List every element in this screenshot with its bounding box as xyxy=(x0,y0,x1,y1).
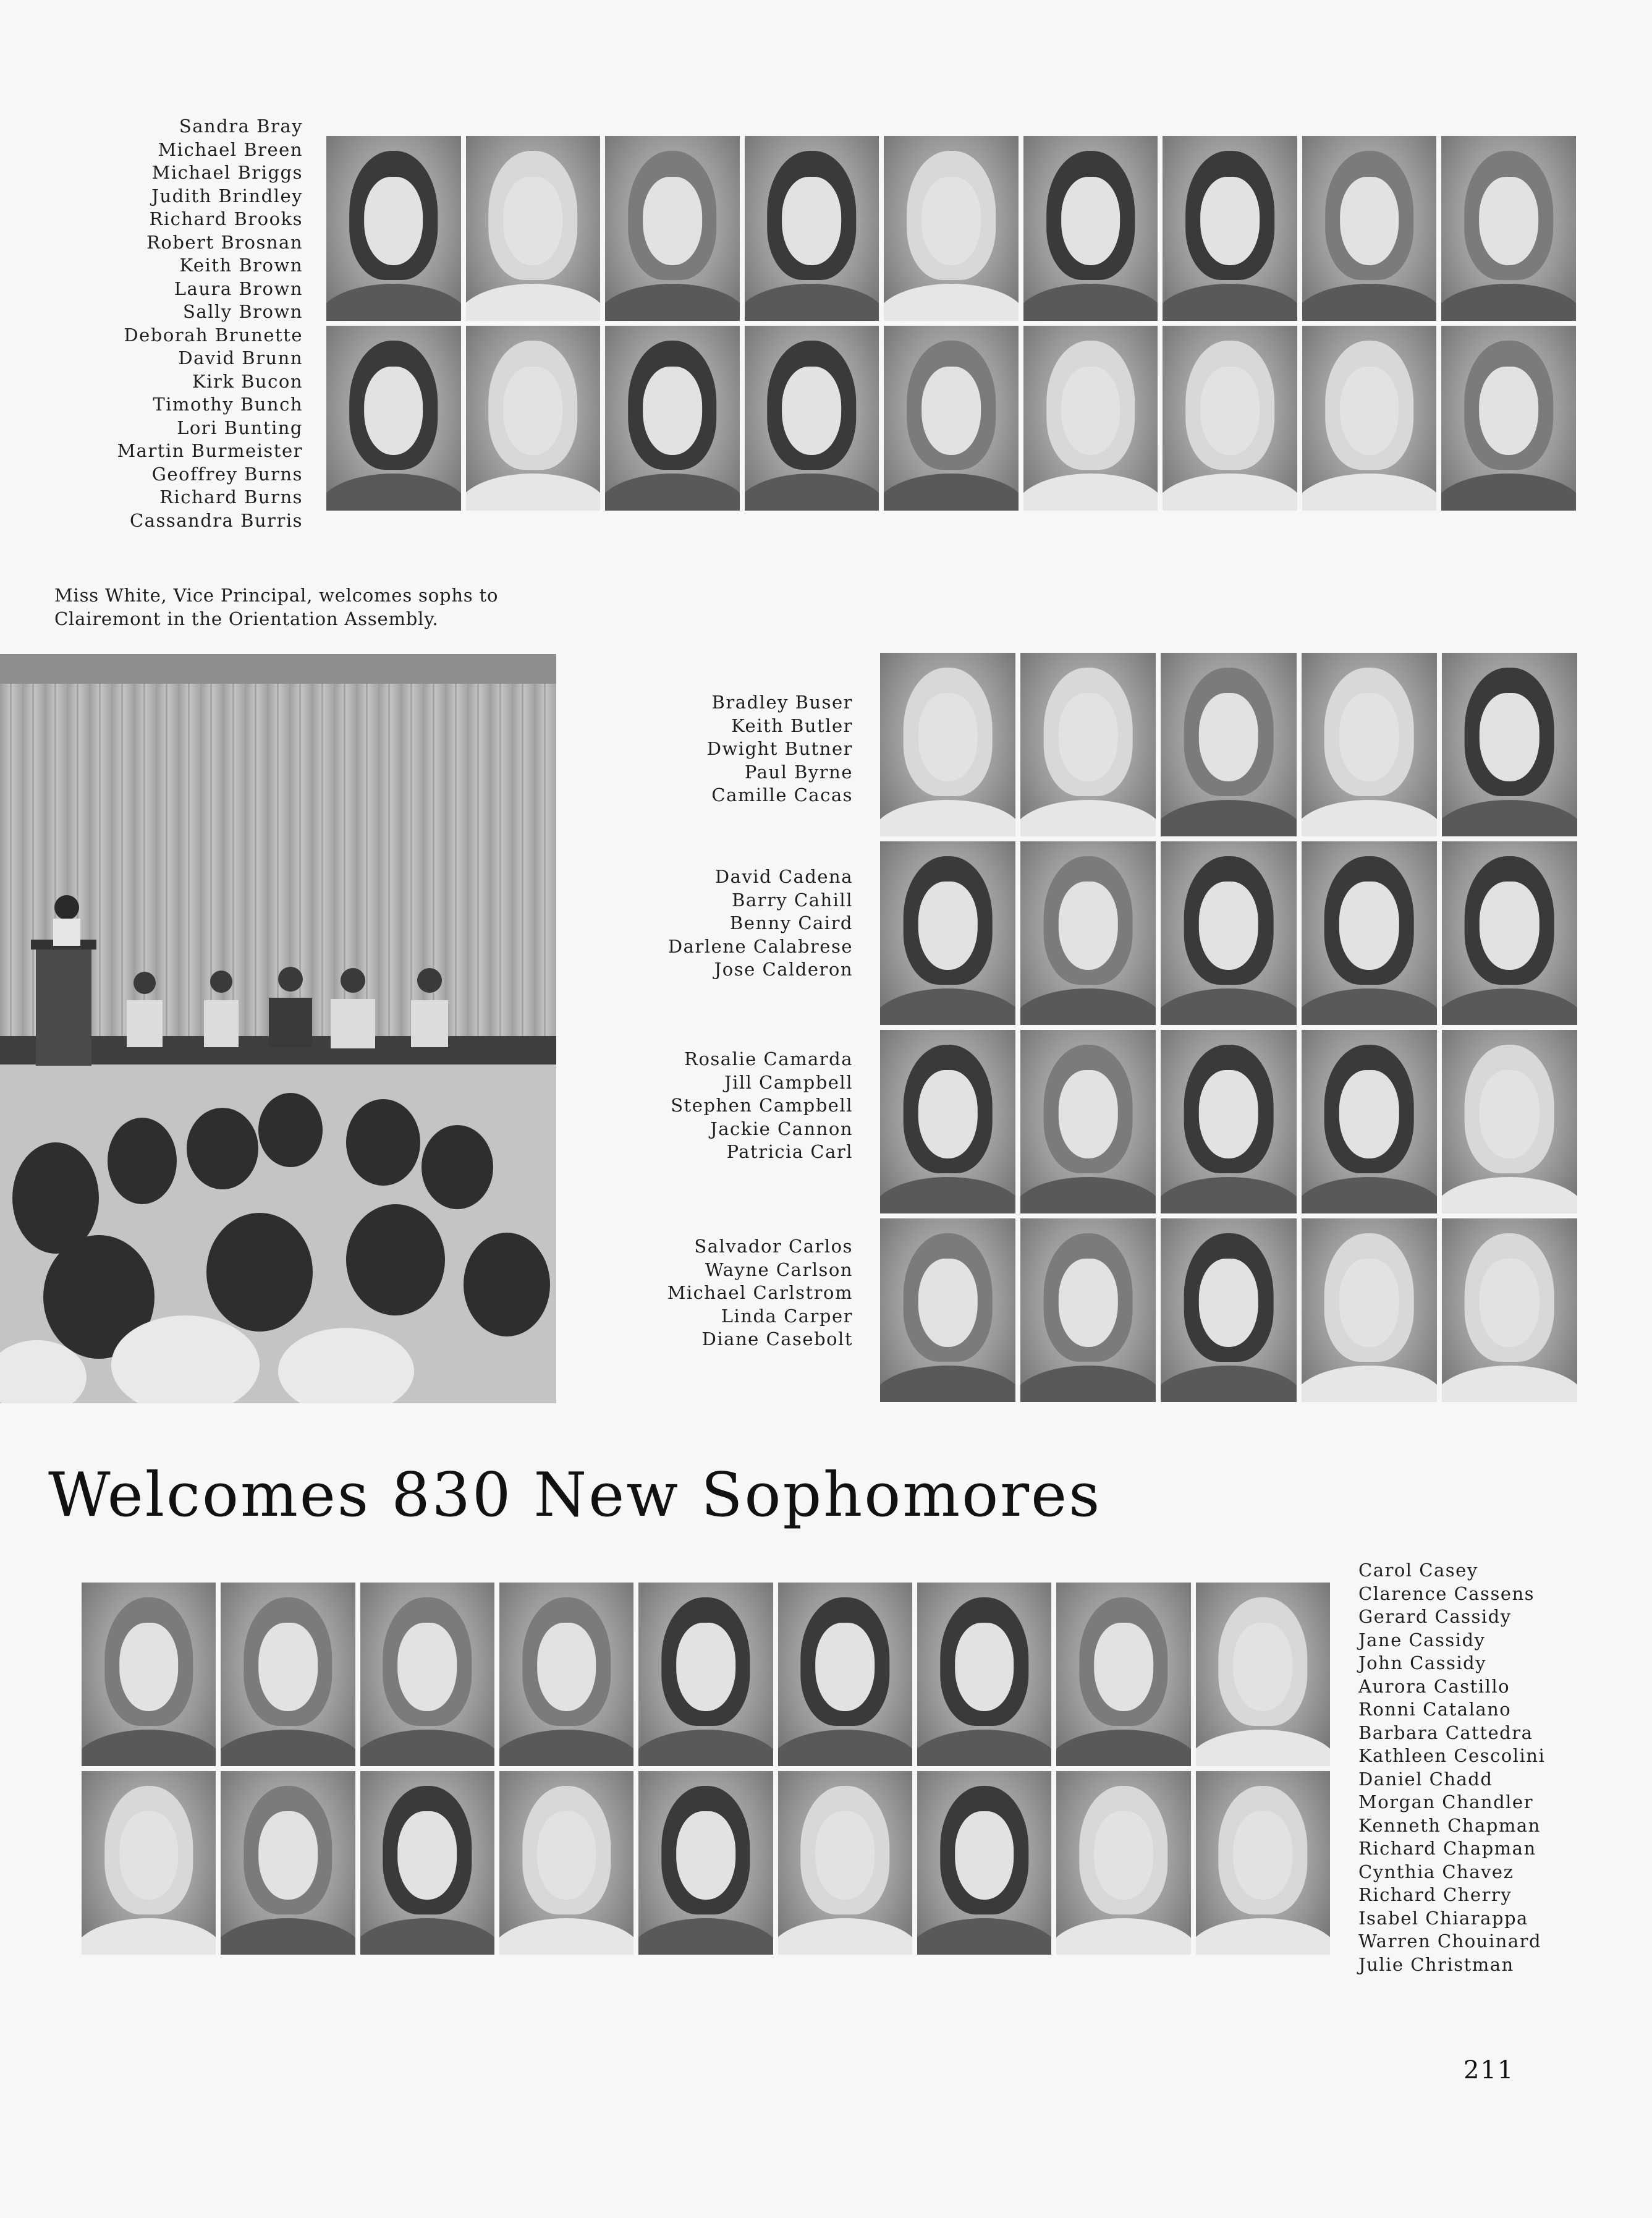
portrait-face xyxy=(955,1811,1014,1900)
student-name: Clarence Cassens xyxy=(1358,1583,1535,1604)
student-name: Morgan Chandler xyxy=(1358,1791,1533,1812)
portrait-face xyxy=(918,1070,977,1158)
student-portrait xyxy=(1196,1771,1330,1955)
student-name: Stephen Campbell xyxy=(671,1095,853,1116)
portrait-face xyxy=(918,1259,977,1347)
student-portrait xyxy=(778,1583,912,1766)
student-name: Darlene Calabrese xyxy=(667,935,853,957)
portrait-face xyxy=(503,367,562,456)
portrait-shoulders xyxy=(1023,474,1158,511)
student-name: Lori Bunting xyxy=(177,417,303,438)
photo-caption: Miss White, Vice Principal, welcomes sophs to Clairemont in the Orientation Assembly. xyxy=(54,585,499,629)
page-number: 211 xyxy=(1464,2056,1515,2084)
student-name: Camille Cacas xyxy=(711,784,853,805)
student-portrait xyxy=(360,1583,494,1766)
student-name: Laura Brown xyxy=(174,278,303,299)
portrait-shoulders xyxy=(82,1730,216,1766)
portrait-shoulders xyxy=(1196,1730,1330,1766)
portrait-face xyxy=(1339,693,1399,781)
portrait-face xyxy=(1061,367,1120,456)
student-portrait xyxy=(1302,653,1437,836)
portrait-shoulders xyxy=(605,474,740,511)
portrait-face xyxy=(1480,1070,1539,1158)
portrait-face xyxy=(918,882,977,970)
portrait-face xyxy=(1059,1259,1118,1347)
portrait-face xyxy=(1094,1811,1153,1900)
portrait-shoulders xyxy=(917,1730,1051,1766)
portrait-shoulders xyxy=(326,474,461,511)
student-portrait xyxy=(1020,653,1156,836)
portrait-face xyxy=(1479,367,1538,456)
portrait-face xyxy=(398,1811,457,1900)
portrait-face xyxy=(503,177,562,266)
portrait-face xyxy=(918,693,977,781)
portrait-shoulders xyxy=(1161,800,1296,836)
portrait-face xyxy=(676,1811,735,1900)
student-portrait xyxy=(82,1771,216,1955)
student-portrait xyxy=(1441,326,1576,511)
assembly-photo-drawing xyxy=(0,654,556,1403)
student-name: Jose Calderon xyxy=(714,959,853,980)
portrait-shoulders xyxy=(880,800,1015,836)
name-list-middle-1 xyxy=(618,691,853,807)
portrait-face xyxy=(676,1623,735,1711)
portrait-shoulders xyxy=(221,1730,355,1766)
portrait-shoulders xyxy=(880,988,1015,1025)
portrait-shoulders xyxy=(1302,284,1437,321)
portrait-face xyxy=(1094,1623,1153,1711)
student-portrait xyxy=(1302,841,1437,1025)
student-portrait xyxy=(605,326,740,511)
student-portrait xyxy=(1302,1218,1437,1402)
student-portrait xyxy=(880,1218,1015,1402)
student-portrait xyxy=(884,326,1019,511)
student-portrait xyxy=(1442,841,1577,1025)
portrait-shoulders xyxy=(745,284,879,321)
student-name: Judith Brindley xyxy=(151,185,303,206)
name-list-bottom xyxy=(1358,1559,1637,1976)
portrait-shoulders xyxy=(917,1918,1051,1955)
student-portrait xyxy=(221,1583,355,1766)
student-name: Barry Cahill xyxy=(732,889,853,911)
name-list-middle-3 xyxy=(618,1048,853,1164)
portrait-face xyxy=(1199,693,1258,781)
student-portrait xyxy=(1161,653,1296,836)
student-name: Wayne Carlson xyxy=(705,1259,853,1280)
student-name: Barbara Cattedra xyxy=(1358,1722,1533,1743)
student-portrait xyxy=(1020,841,1156,1025)
portrait-face xyxy=(537,1623,596,1711)
portrait-shoulders xyxy=(1196,1918,1330,1955)
student-portrait xyxy=(778,1771,912,1955)
portrait-face xyxy=(537,1811,596,1900)
student-portrait xyxy=(745,326,879,511)
portrait-face xyxy=(782,177,842,266)
name-list-middle-2 xyxy=(618,865,853,982)
portrait-face xyxy=(1339,1259,1399,1347)
portrait-shoulders xyxy=(1442,1177,1577,1213)
student-portrait xyxy=(884,136,1019,321)
student-portrait xyxy=(1442,1030,1577,1213)
student-portrait xyxy=(605,136,740,321)
portrait-face xyxy=(1339,1070,1399,1158)
portrait-face xyxy=(1480,882,1539,970)
student-name: Kirk Bucon xyxy=(192,370,303,392)
student-portrait xyxy=(1161,841,1296,1025)
portrait-face xyxy=(119,1811,179,1900)
portrait-shoulders xyxy=(1163,474,1297,511)
student-name: Diane Casebolt xyxy=(701,1328,853,1349)
student-portrait xyxy=(326,326,461,511)
student-portrait xyxy=(1020,1030,1156,1213)
portrait-face xyxy=(1199,1259,1258,1347)
student-portrait xyxy=(1163,326,1297,511)
student-name: Richard Burns xyxy=(159,487,303,508)
student-name: Richard Chapman xyxy=(1358,1838,1536,1859)
student-name: Cassandra Burris xyxy=(129,509,303,531)
student-portrait xyxy=(1020,1218,1156,1402)
portrait-face xyxy=(1059,1070,1118,1158)
student-name: Patricia Carl xyxy=(726,1141,853,1162)
portrait-shoulders xyxy=(360,1730,494,1766)
portrait-shoulders xyxy=(466,284,601,321)
student-name: Benny Caird xyxy=(729,912,853,933)
portrait-face xyxy=(364,177,423,266)
student-portrait xyxy=(82,1583,216,1766)
student-name: Jane Cassidy xyxy=(1358,1629,1486,1651)
student-portrait xyxy=(1056,1583,1190,1766)
student-name: Sandra Bray xyxy=(179,116,303,137)
student-portrait xyxy=(1161,1218,1296,1402)
portrait-shoulders xyxy=(605,284,740,321)
student-name: Keith Butler xyxy=(731,715,853,736)
portrait-face xyxy=(1340,367,1399,456)
student-name: Robert Brosnan xyxy=(146,231,303,253)
portrait-shoulders xyxy=(1020,1366,1156,1402)
student-portrait xyxy=(466,136,601,321)
student-portrait xyxy=(1302,1030,1437,1213)
portrait-face xyxy=(1200,177,1260,266)
portrait-shoulders xyxy=(880,1366,1015,1402)
student-name: David Brunn xyxy=(178,347,303,368)
student-name: Geoffrey Burns xyxy=(151,463,303,485)
student-portrait xyxy=(880,653,1015,836)
portrait-grid-middle xyxy=(880,653,1577,1402)
student-portrait xyxy=(917,1583,1051,1766)
section-heading: Welcomes 830 New Sophomores xyxy=(48,1460,1102,1531)
student-name: Ronni Catalano xyxy=(1358,1699,1512,1720)
portrait-shoulders xyxy=(1161,1366,1296,1402)
student-name: Keith Brown xyxy=(179,255,303,276)
portrait-face xyxy=(816,1811,875,1900)
student-name: Jackie Cannon xyxy=(710,1118,853,1139)
student-name: Kathleen Cescolini xyxy=(1358,1745,1546,1766)
portrait-face xyxy=(1234,1623,1293,1711)
student-portrait xyxy=(1056,1771,1190,1955)
portrait-shoulders xyxy=(1020,800,1156,836)
student-name: Gerard Cassidy xyxy=(1358,1606,1512,1627)
portrait-shoulders xyxy=(1161,988,1296,1025)
student-name: Salvador Carlos xyxy=(694,1236,853,1257)
portrait-shoulders xyxy=(1020,988,1156,1025)
portrait-face xyxy=(816,1623,875,1711)
portrait-face xyxy=(1339,882,1399,970)
student-portrait xyxy=(917,1771,1051,1955)
portrait-face xyxy=(782,367,842,456)
portrait-face xyxy=(1061,177,1120,266)
portrait-shoulders xyxy=(1302,800,1437,836)
portrait-face xyxy=(258,1811,318,1900)
student-name: Kenneth Chapman xyxy=(1358,1814,1541,1836)
student-portrait xyxy=(1023,326,1158,511)
portrait-face xyxy=(1059,693,1118,781)
portrait-shoulders xyxy=(1441,284,1576,321)
student-name: Warren Chouinard xyxy=(1358,1931,1542,1952)
portrait-face xyxy=(643,177,702,266)
student-portrait xyxy=(221,1771,355,1955)
portrait-face xyxy=(258,1623,318,1711)
portrait-face xyxy=(1479,177,1538,266)
portrait-shoulders xyxy=(1023,284,1158,321)
portrait-shoulders xyxy=(1020,1177,1156,1213)
student-name: Michael Breen xyxy=(158,138,303,160)
student-name: Carol Casey xyxy=(1358,1560,1478,1581)
student-name: John Cassidy xyxy=(1358,1652,1487,1673)
student-name: Deborah Brunette xyxy=(124,324,303,346)
portrait-face xyxy=(1200,367,1260,456)
student-portrait xyxy=(1196,1583,1330,1766)
student-name: Sally Brown xyxy=(183,301,303,322)
portrait-face xyxy=(1199,1070,1258,1158)
portrait-face xyxy=(119,1623,179,1711)
student-portrait xyxy=(638,1771,773,1955)
portrait-face xyxy=(955,1623,1014,1711)
portrait-face xyxy=(1340,177,1399,266)
student-name: Linda Carper xyxy=(721,1305,853,1327)
portrait-shoulders xyxy=(1441,474,1576,511)
student-portrait xyxy=(638,1583,773,1766)
portrait-face xyxy=(1199,882,1258,970)
portrait-grid-bottom xyxy=(82,1583,1330,1955)
student-portrait xyxy=(745,136,879,321)
student-portrait xyxy=(880,841,1015,1025)
student-name: Bradley Buser xyxy=(711,692,853,713)
portrait-grid-top xyxy=(326,136,1576,511)
portrait-shoulders xyxy=(1302,1366,1437,1402)
student-name: Julie Christman xyxy=(1358,1953,1514,1975)
student-portrait xyxy=(1023,136,1158,321)
portrait-face xyxy=(921,367,981,456)
student-portrait xyxy=(1302,326,1437,511)
portrait-face xyxy=(1234,1811,1293,1900)
name-list-top xyxy=(93,115,303,532)
portrait-face xyxy=(1059,882,1118,970)
portrait-shoulders xyxy=(360,1918,494,1955)
portrait-shoulders xyxy=(1442,988,1577,1025)
assembly-photo xyxy=(0,654,556,1403)
portrait-shoulders xyxy=(499,1918,633,1955)
student-name: Michael Carlstrom xyxy=(667,1282,853,1303)
student-name: Aurora Castillo xyxy=(1358,1675,1510,1697)
student-portrait xyxy=(1442,1218,1577,1402)
portrait-face xyxy=(921,177,981,266)
student-portrait xyxy=(1302,136,1437,321)
portrait-shoulders xyxy=(1302,988,1437,1025)
portrait-shoulders xyxy=(499,1730,633,1766)
student-portrait xyxy=(880,1030,1015,1213)
portrait-shoulders xyxy=(638,1730,773,1766)
student-name: Richard Brooks xyxy=(149,208,303,229)
student-portrait xyxy=(466,326,601,511)
portrait-shoulders xyxy=(1056,1730,1190,1766)
portrait-shoulders xyxy=(884,284,1019,321)
student-portrait xyxy=(360,1771,494,1955)
portrait-face xyxy=(1480,1259,1539,1347)
portrait-shoulders xyxy=(880,1177,1015,1213)
student-name: Jill Campbell xyxy=(724,1071,853,1093)
portrait-shoulders xyxy=(1442,1366,1577,1402)
portrait-shoulders xyxy=(326,284,461,321)
student-name: Martin Burmeister xyxy=(117,440,303,461)
portrait-shoulders xyxy=(745,474,879,511)
student-name: David Cadena xyxy=(714,866,853,887)
portrait-shoulders xyxy=(778,1918,912,1955)
portrait-shoulders xyxy=(1163,284,1297,321)
student-portrait xyxy=(1163,136,1297,321)
student-portrait xyxy=(1161,1030,1296,1213)
portrait-shoulders xyxy=(221,1918,355,1955)
student-name: Dwight Butner xyxy=(706,738,853,759)
portrait-shoulders xyxy=(778,1730,912,1766)
portrait-shoulders xyxy=(1161,1177,1296,1213)
portrait-face xyxy=(364,367,423,456)
student-name: Michael Briggs xyxy=(151,162,303,183)
student-name: Richard Cherry xyxy=(1358,1884,1512,1905)
portrait-shoulders xyxy=(1302,1177,1437,1213)
portrait-shoulders xyxy=(1442,800,1577,836)
portrait-face xyxy=(1480,693,1539,781)
student-name: Rosalie Camarda xyxy=(684,1048,853,1069)
student-portrait xyxy=(326,136,461,321)
portrait-shoulders xyxy=(1056,1918,1190,1955)
portrait-shoulders xyxy=(638,1918,773,1955)
portrait-face xyxy=(398,1623,457,1711)
student-name: Isabel Chiarappa xyxy=(1358,1907,1528,1929)
student-name: Daniel Chadd xyxy=(1358,1768,1493,1790)
portrait-shoulders xyxy=(1302,474,1437,511)
student-portrait xyxy=(1442,653,1577,836)
portrait-shoulders xyxy=(466,474,601,511)
student-name: Timothy Bunch xyxy=(153,394,303,415)
portrait-face xyxy=(643,367,702,456)
student-name: Cynthia Chavez xyxy=(1358,1861,1514,1882)
student-portrait xyxy=(499,1771,633,1955)
student-portrait xyxy=(1441,136,1576,321)
portrait-shoulders xyxy=(82,1918,216,1955)
portrait-shoulders xyxy=(884,474,1019,511)
name-list-middle-4 xyxy=(618,1235,853,1351)
student-portrait xyxy=(499,1583,633,1766)
student-name: Paul Byrne xyxy=(744,761,853,783)
